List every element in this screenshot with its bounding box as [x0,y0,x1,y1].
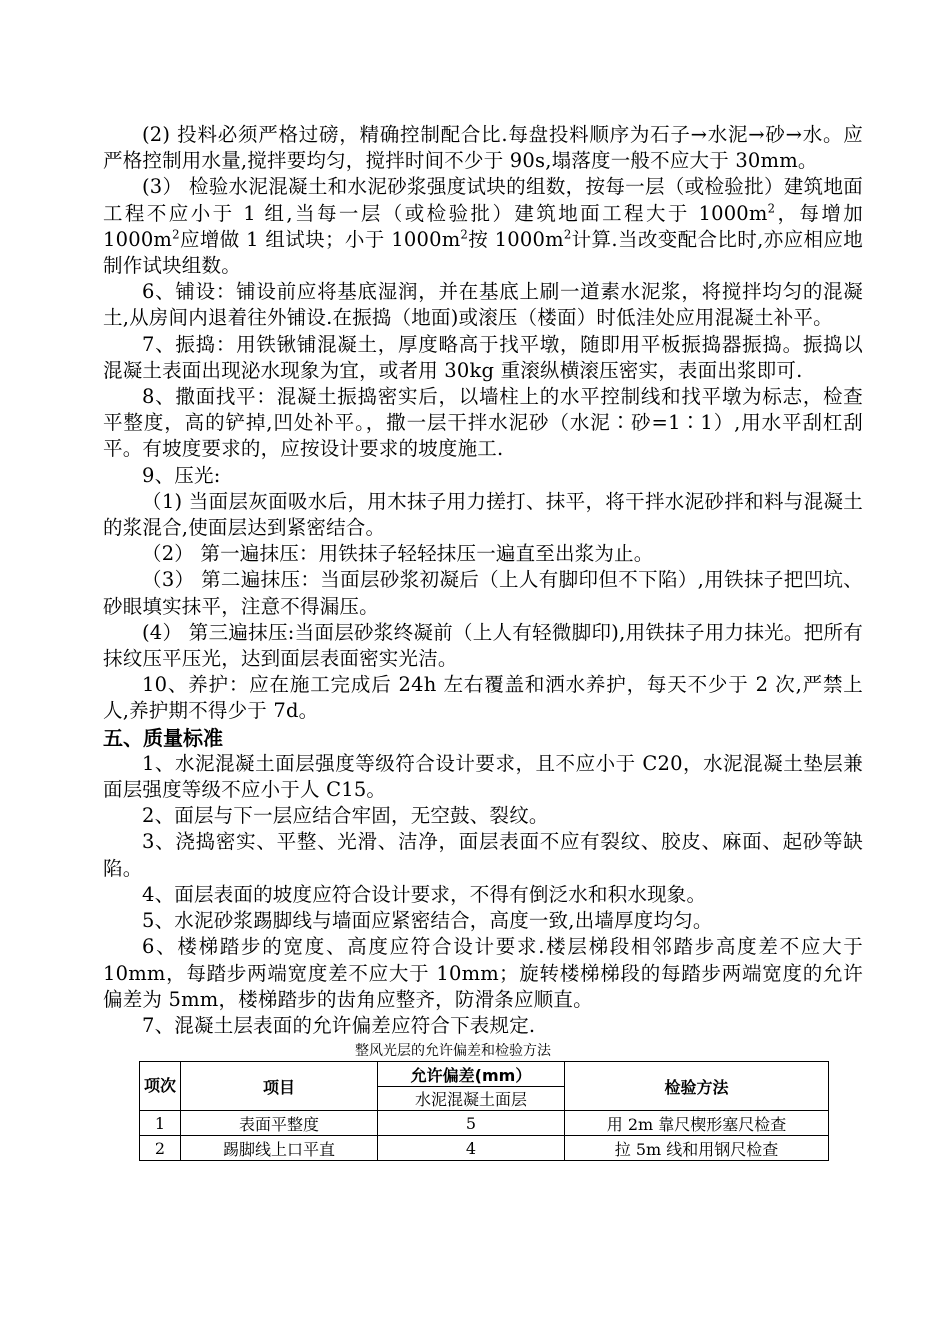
paragraph-10-curing: 10、养护：应在施工完成后 24h 左右覆盖和洒水养护，每天不少于 2 次,严禁上人,养护期不得少于 7d。 [103,673,863,723]
quality-item-2: 2、面层与下一层应结合牢固，无空鼓、裂纹。 [142,804,549,828]
tolerance-table [139,1061,829,1161]
table-caption: 整风光层的允许偏差和检验方法 [355,1043,551,1060]
quality-item-3: 3、浇捣密实、平整、光滑、洁净，面层表面不应有裂纹、胶皮、麻面、起砂等缺陷。 [103,830,863,880]
cell-method: 用 2m 靠尺楔形塞尺检查 [565,1111,829,1136]
header-method: 检验方法 [565,1062,829,1111]
quality-item-6: 6、楼梯踏步的宽度、高度应符合设计要求.楼层梯段相邻踏步高度差不应大于 10mm，每踏步两端宽度差不应大于 10mm；旋转楼梯梯段的每踏步两端宽度的允许偏差为 5mm，楼梯踏步的齿角应整齐，防滑条应顺直。 [103,935,863,1011]
paragraph-9-3: （3） 第二遍抹压：当面层砂浆初凝后（上人有脚印但不下陷）,用铁抹子把凹坑、砂眼填实抹平，注意不得漏压。 [103,568,863,618]
table-row [140,1136,829,1161]
header-tolerance: 允许偏差(mm） [378,1062,565,1087]
paragraph-9-2: （2） 第一遍抹压：用铁抹子轻轻抹压一遍直至出浆为止。 [142,542,654,566]
paragraph-3: (3） 检验水泥混凝土和水泥砂浆强度试块的组数，按每一层（或检验批）建筑地面工程不应小于 1 组,当每一层（或检验批）建筑地面工程大于 $1000m^2$，每增加 $1000m^2$应增做 1 组试块；小于 $1000m^2$按 $1000m^2$计算.当改变配合比时,亦应相应地制作试块组数。 [103,175,864,278]
cell-no: 1 [140,1111,181,1136]
cell-item: 表面平整度 [181,1111,378,1136]
cell-tolerance: 4 [378,1136,565,1161]
header-item: 项目 [181,1062,378,1111]
paragraph-9-title: 9、压光: [142,463,221,487]
cell-no: 2 [140,1136,181,1161]
table-row [140,1111,829,1136]
paragraph-2: (2) 投料必须严格过磅，精确控制配合比.每盘投料顺序为石子→水泥→砂→水。应严格控制用水量,搅拌要均匀，搅拌时间不少于 90s,塌落度一般不应大于 30mm。 [103,123,863,173]
quality-item-7: 7、混凝土层表面的允许偏差应符合下表规定. [142,1013,536,1037]
quality-item-4: 4、面层表面的坡度应符合设计要求，不得有倒泛水和积水现象。 [142,882,707,906]
cell-item: 踢脚线上口平直 [181,1136,378,1161]
cell-method: 拉 5m 线和用钢尺检查 [565,1136,829,1161]
document-body [103,122,864,1159]
paragraph-8-leveling: 8、撒面找平：混凝土振捣密实后，以墙柱上的水平控制线和找平墩为标志，检查平整度，高的铲掉,凹处补平。，撒一层干拌水泥砂（水泥∶砂=1∶1）,用水平刮杠刮平。有坡度要求的，应按设计要求的坡度施工. [103,385,863,461]
header-no: 项次 [140,1062,181,1111]
quality-item-5: 5、水泥砂浆踢脚线与墙面应紧密结合，高度一致,出墙厚度均匀。 [142,909,713,933]
paragraph-6-laying: 6、铺设：铺设前应将基底湿润，并在基底上刷一道素水泥浆，将搅拌均匀的混凝土,从房间内退着往外铺设.在振捣（地面)或滚压（楼面）时低洼处应用混凝土补平。 [103,280,863,330]
section-heading-quality: 五、质量标准 [103,725,223,750]
paragraph-9-1: （1) 当面层灰面吸水后，用木抹子用力搓打、抹平，将干拌水泥砂拌和料与混凝土的浆混合,使面层达到紧密结合。 [103,489,863,540]
paragraph-7-vibrating: 7、振捣：用铁锹铺混凝土，厚度略高于找平墩，随即用平板振捣器振捣。振捣以混凝土表面出现泌水现象为宜，或者用 30kg 重滚纵横滚压密实，表面出浆即可. [103,332,863,382]
paragraph-9-4: (4） 第三遍抹压:当面层砂浆终凝前（上人有轻微脚印),用铁抹子用力抹光。把所有抹纹压平压光，达到面层表面密实光洁。 [103,620,863,671]
cell-tolerance: 5 [378,1111,565,1136]
quality-item-1: 1、水泥混凝土面层强度等级符合设计要求，且不应小于 C20，水泥混凝土垫层兼面层强度等级不应小于人 C15。 [103,751,863,802]
header-tolerance-sub: 水泥混凝土面层 [378,1087,565,1111]
